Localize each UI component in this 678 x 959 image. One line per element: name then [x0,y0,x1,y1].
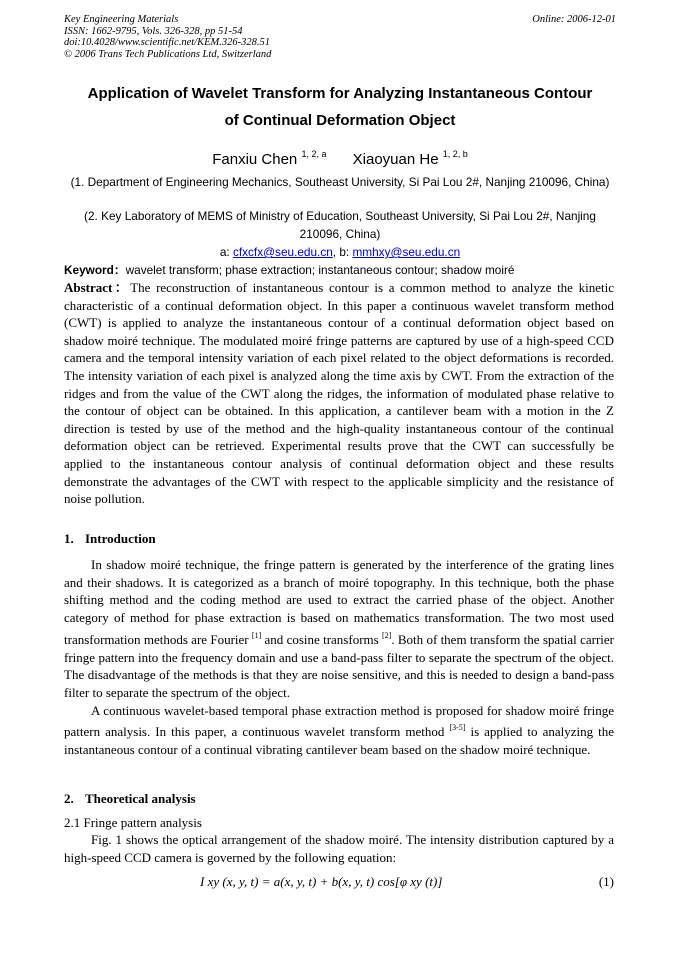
keywords-text: wavelet transform; phase extraction; instantaneous contour; shadow moiré [125,263,515,277]
paragraph: Fig. 1 shows the optical arrangement of the shadow moiré. The intensity distribution captured by a high-speed CCD camera is governed by the following equation: [64,832,614,865]
paragraph-text: A continuous wavelet-based temporal phase extraction method is proposed for shadow moiré fringe pattern analysis. In this paper, a continuous wavelet transform method [64,702,614,740]
subsection-heading: 2.1 Fringe pattern analysis [64,815,202,830]
author-name: Fanxiu Chen [212,151,298,168]
citation: [3-5] [449,723,466,733]
abstract-text: The reconstruction of instantaneous contour is a common method to analyze the kinetic characteristic of a continual deformation object. In this paper a continuous wavelet transform method (CWT) is applied to analyze the instantaneous contour of a continual deformation object based on shadow moiré technique. The modulated moiré fringe patterns are captured by use of a high-speed CCD camera and the temporal intensity variation of each pixel related to the object deformations is recorded. The intensity variation of each pixel is analyzed along the time axis by CWT. From the extraction of the ridges and from the value of the CWT along the ridges, the information of modulated phase relative to the contour of object can be obtained. In this application, a cantilever beam with a motion in the Z direction is tested by use of the method and the high-quality instantaneous contour of the continual deformation object can be retrieved. Experimental results prove that the CWT can successfully be applied to the instantaneous contour analysis of continual deformation object and these results demonstrate the advantages of the CWT with respect to the applicable simplicity and the resistance of noise pollution. [64,280,614,507]
introduction-body [64,556,614,759]
section-number: 2. [64,791,74,806]
email-link-b[interactable]: mmhxy@seu.edu.cn [352,245,461,259]
title-line-2: of Continual Deformation Object [224,112,456,129]
paragraph-text: In shadow moiré technique, the fringe pattern is generated by the interference of the grating lines and their shadows. It is categorized as a branch of moiré topography. In this technique, both the phase shifting method and the coding method are used to extract the carried phase of the object. Another category of method for phase extraction is based on mathematics transformation. The two most used transformation methods are Fourier [64,557,614,647]
email-prefix-a: a: [219,245,233,259]
section-heading-theoretical-analysis [64,790,616,807]
author-affiliation-mark: 1, 2, a [301,149,327,159]
equation-expression: I xy (x, y, t) = a(x, y, t) + b(x, y, t) cos[φ xy (t)] [200,874,443,889]
author-affiliation-mark: 1, 2, b [442,149,468,159]
author-list [64,144,616,170]
email-prefix-b: , b: [332,245,353,259]
equation-1 [64,874,614,892]
section-heading-introduction [64,530,616,547]
keywords-label: Keyword： [64,263,126,277]
theory-body [64,831,614,866]
journal-name: Key Engineering Materials [64,14,179,25]
citation: [2] [382,630,392,640]
section-title: Introduction [85,531,156,546]
affiliation-1: (1. Department of Engineering Mechanics, Southeast University, Si Pai Lou 2#, Nanjing 210096, China) [70,175,610,189]
paper-title [64,80,616,134]
section-title: Theoretical analysis [85,791,196,806]
online-date: Online: 2006-12-01 [532,14,616,25]
issn-line: ISSN: 1662-9795, Vols. 326-328, pp 51-54 [64,25,243,37]
paragraph-text: . Both of them transform the spatial carrier fringe pattern into the frequency domain and use a band-pass filter to separate the spectrum of the object. The disadvantage of the methods is that they are noise sensitive, and this is needed to design a band-pass filter to separate the spectrum of the object. [64,631,614,700]
author-emails [64,244,616,260]
affiliation-2: (2. Key Laboratory of MEMS of Ministry of Education, Southeast University, Si Pai Lou 2#, Nanjing 210096, China) [84,209,596,241]
equation-number: (1) [598,874,614,889]
title-line-1: Application of Wavelet Transform for Analyzing Instantaneous Contour [87,85,593,102]
paragraph [64,702,614,759]
abstract-label: Abstract： [64,280,131,295]
paragraph [64,556,614,702]
header-metadata [64,14,616,60]
abstract [64,279,614,508]
paragraph-text: is applied to analyzing the instantaneous contour of a continual vibrating cantilever beam based on the shadow moiré technique. [64,724,615,758]
copyright-line: © 2006 Trans Tech Publications Ltd, Switzerland [64,48,272,60]
paragraph-text: and cosine transforms [261,631,379,647]
email-link-a[interactable]: cfxcfx@seu.edu.cn [232,245,333,259]
author-name: Xiaoyuan He [352,151,439,168]
doi-line: doi:10.4028/www.scientific.net/KEM.326-328.51 [64,37,270,48]
citation: [1] [251,630,262,640]
section-number: 1. [64,531,74,546]
keywords [64,262,616,278]
